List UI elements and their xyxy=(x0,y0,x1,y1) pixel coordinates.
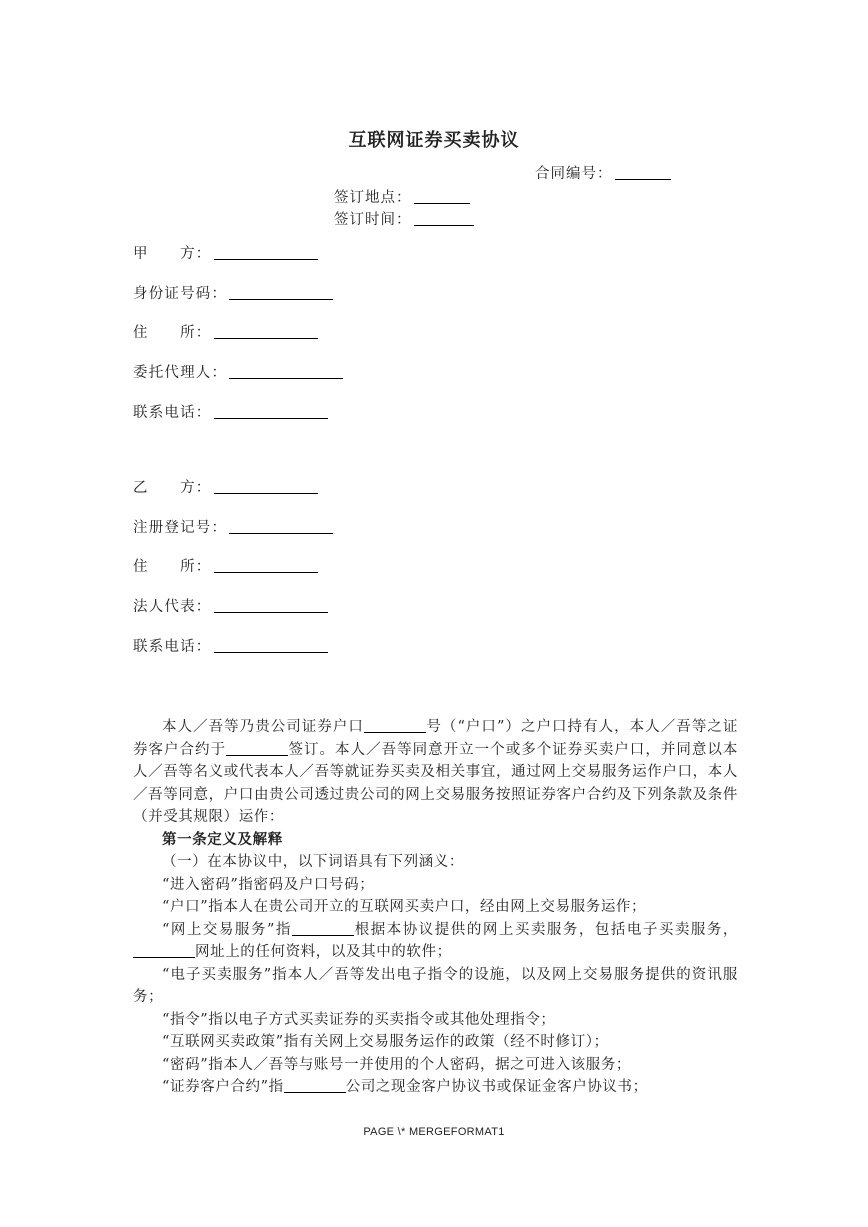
party-a-address-label: 住 所： xyxy=(133,325,212,341)
party-b-reg-blank xyxy=(229,519,333,534)
party-b-reg-label: 注册登记号： xyxy=(133,520,228,536)
page-footer-field: PAGE \* MERGEFORMAT1 xyxy=(363,1126,505,1138)
party-a-phone-blank xyxy=(214,404,328,419)
document-title: 互联网证券买卖协议 xyxy=(348,130,520,151)
sign-place-blank xyxy=(414,189,470,204)
party-b-legal-rep-label: 法人代表： xyxy=(133,599,212,615)
company-blank xyxy=(284,1078,346,1093)
definition-client-contract xyxy=(133,1076,738,1099)
party-b-name-line xyxy=(133,476,318,497)
contract-number-label: 合同编号： xyxy=(535,166,613,182)
sign-time-label: 签订时间： xyxy=(334,212,412,228)
party-b-name-label: 乙 方： xyxy=(133,480,212,496)
party-b-address-blank xyxy=(214,558,318,573)
contract-date-blank xyxy=(226,741,288,756)
party-a-name-blank xyxy=(214,245,318,260)
party-a-agent-blank xyxy=(229,364,343,379)
party-b-address-line xyxy=(133,555,318,576)
party-a-agent-line xyxy=(133,361,343,382)
definition-online-service-text-1: “网上交易服务”指 xyxy=(162,921,292,938)
definition-electronic-trading: “电子买卖服务”指本人／吾等发出电子指令的设施，以及网上交易服务提供的资讯服务； xyxy=(133,966,738,1005)
party-a-phone-label: 联系电话： xyxy=(133,405,212,421)
party-a-phone-line xyxy=(133,401,328,422)
definition-instruction: “指令”指以电子方式买卖证券的买卖指令或其他处理指令； xyxy=(162,1011,556,1028)
intro-text-2: 号（“户口”）之户口持有人，本人／吾等之证券客户合约于 xyxy=(133,719,738,758)
contract-number-line xyxy=(535,162,671,183)
definition-client-contract-text-1: “证券客户合约”指 xyxy=(162,1079,284,1095)
contract-number-blank xyxy=(615,165,671,180)
party-b-legal-rep-line xyxy=(133,595,328,616)
account-number-blank xyxy=(364,718,426,733)
party-a-id-label: 身份证号码： xyxy=(133,286,228,302)
party-b-phone-label: 联系电话： xyxy=(133,639,212,655)
party-a-address-blank xyxy=(214,324,318,339)
party-a-id-blank xyxy=(229,285,333,300)
party-b-reg-line xyxy=(133,516,333,537)
party-a-name-line xyxy=(133,242,318,263)
party-a-agent-label: 委托代理人： xyxy=(133,365,228,381)
definition-client-contract-text-2: 公司之现金客户协议书或保证金客户协议书； xyxy=(345,1079,648,1095)
party-b-name-blank xyxy=(214,479,318,494)
intro-paragraph xyxy=(133,716,738,829)
party-b-legal-rep-blank xyxy=(214,598,328,613)
definition-account: “户口”指本人在贵公司开立的互联网买卖户口，经由网上交易服务运作； xyxy=(162,899,647,915)
intro-text-1: 本人／吾等乃贵公司证券户口 xyxy=(162,719,364,735)
party-b-address-label: 住 所： xyxy=(133,559,212,575)
sign-time-line xyxy=(334,208,474,229)
party-a-id-line xyxy=(133,282,333,303)
definition-access-code: “进入密码”指密码及户口号码； xyxy=(162,876,375,893)
clause-1: （一）在本协议中，以下词语具有下列涵义： xyxy=(162,854,464,870)
definition-online-service xyxy=(133,919,738,964)
provider-blank xyxy=(292,921,354,936)
article-1-heading: 第一条定义及解释 xyxy=(162,830,283,848)
party-a-address-line xyxy=(133,321,318,342)
sign-time-blank xyxy=(414,211,474,226)
definition-online-service-text-2: 根据本协议提供的网上买卖服务，包括电子买卖服务， xyxy=(353,921,738,938)
party-a-name-label: 甲 方： xyxy=(133,246,212,262)
sign-place-line xyxy=(334,186,470,207)
sign-place-label: 签订地点： xyxy=(334,190,412,206)
party-b-phone-line xyxy=(133,635,328,656)
party-b-phone-blank xyxy=(214,638,328,653)
intro-text-3: 签订。本人／吾等同意开立一个或多个证券买卖户口，并同意以本人／吾等名义或代表本人／吾等就证券买卖及相关事宜，通过网上交易服务运作户口，本人／吾等同意，户口由贵公司透过贵公司的网上交易服务按照证券客户合约及下列条款及条件（并受其规限）运作： xyxy=(133,741,738,825)
definition-password: “密码”指本人／吾等与账号一并使用的个人密码，据之可进入该服务； xyxy=(162,1056,632,1073)
definition-online-service-text-3: 网址上的任何资料，以及其中的软件； xyxy=(195,944,452,960)
agreement-body xyxy=(133,716,738,1099)
website-blank xyxy=(133,943,195,958)
definition-internet-policy: “互联网买卖政策”指有关网上交易服务运作的政策（经不时修订）； xyxy=(162,1034,609,1050)
